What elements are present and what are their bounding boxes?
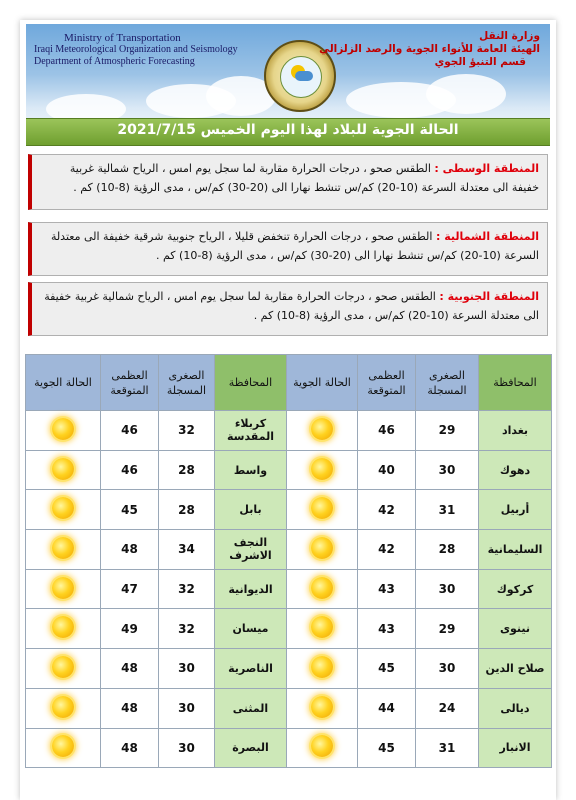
page-title: الحالة الجوية للبلاد لهذا اليوم الخميس 2021/7/15 (117, 122, 459, 138)
province-cell-left: البصرة (215, 728, 287, 768)
weather-cell-left (26, 609, 101, 649)
sun-icon (52, 537, 74, 559)
weather-cell-right (287, 411, 358, 451)
sun-icon (52, 497, 74, 519)
province-cell-right: دهوك (479, 450, 552, 490)
sun-icon (311, 656, 333, 678)
header-province-right: المحافظة (479, 355, 552, 411)
region-north-text: الطقس صحو ، درجات الحرارة تنخفض قليلا ، الرياح جنوبية شرقية خفيفة الى معتدلة السرعة (10-20) كم/س تنشط نهارا الى (20-30) كم/س ، مدى الرؤية (8-10) كم . (50, 230, 539, 262)
max-cell-right: 45 (358, 649, 416, 689)
sun-icon (311, 537, 333, 559)
max-cell-left: 47 (101, 569, 159, 609)
weather-cell-right (287, 569, 358, 609)
max-cell-right: 43 (358, 569, 416, 609)
province-cell-right: السليمانية (479, 530, 552, 570)
weather-cell-left (26, 530, 101, 570)
max-cell-right: 46 (358, 411, 416, 451)
sun-icon (311, 735, 333, 757)
table-row (26, 649, 552, 689)
en-organization: Iraqi Meteorological Organization and Seismology (34, 44, 238, 55)
weather-cell-left (26, 649, 101, 689)
province-cell-right: أربيل (479, 490, 552, 530)
province-cell-right: ديالى (479, 688, 552, 728)
min-cell-right: 31 (416, 490, 479, 530)
max-cell-right: 43 (358, 609, 416, 649)
max-cell-left: 49 (101, 609, 159, 649)
weather-cell-left (26, 490, 101, 530)
header-weather-left: الحالة الجوية (26, 355, 101, 411)
table-row (26, 609, 552, 649)
min-cell-right: 29 (416, 411, 479, 451)
min-cell-left: 32 (159, 569, 215, 609)
weather-cell-left (26, 728, 101, 768)
min-cell-right: 30 (416, 649, 479, 689)
min-cell-left: 28 (159, 450, 215, 490)
min-cell-left: 32 (159, 411, 215, 451)
province-cell-left: الديوانية (215, 569, 287, 609)
province-cell-right: بغداد (479, 411, 552, 451)
sun-icon (311, 497, 333, 519)
sun-icon (311, 577, 333, 599)
region-central-name: المنطقة الوسطى : (434, 162, 539, 175)
table-row (26, 728, 552, 768)
ar-organization: الهيئة العامة للأنواء الجوية والرصد الزلزالي (319, 43, 540, 55)
region-south (28, 282, 548, 336)
table-row (26, 411, 552, 451)
max-cell-left: 48 (101, 688, 159, 728)
max-cell-left: 48 (101, 649, 159, 689)
region-south-name: المنطقة الجنوبية : (439, 290, 539, 303)
min-cell-right: 31 (416, 728, 479, 768)
province-cell-left: واسط (215, 450, 287, 490)
min-cell-left: 34 (159, 530, 215, 570)
sun-icon (311, 696, 333, 718)
province-cell-right: صلاح الدين (479, 649, 552, 689)
en-department: Department of Atmospheric Forecasting (34, 56, 195, 67)
region-central-text: الطقس صحو ، درجات الحرارة مقاربة لما سجل يوم امس ، الرياح شمالية غربية خفيفة الى معتدلة السرعة (10-20) كم/س تنشط نهارا الى (20-30) كم/س ، مدى الرؤية (8-10) كم . (69, 162, 539, 194)
weather-cell-right (287, 450, 358, 490)
min-cell-left: 32 (159, 609, 215, 649)
province-cell-left: كربلاء المقدسة (215, 411, 287, 451)
max-cell-left: 46 (101, 411, 159, 451)
header-max-left: العظمى المتوقعة (101, 355, 159, 411)
weather-cell-left (26, 450, 101, 490)
sun-icon (311, 418, 333, 440)
sun-icon (311, 616, 333, 638)
province-cell-left: الناصرية (215, 649, 287, 689)
sun-icon (52, 577, 74, 599)
table-row (26, 490, 552, 530)
region-north-name: المنطقة الشمالية : (435, 230, 539, 243)
province-cell-left: المثنى (215, 688, 287, 728)
arabic-header (319, 30, 540, 69)
sun-icon (52, 696, 74, 718)
header-min-left: الصغرى المسجلة (159, 355, 215, 411)
province-cell-left: ميسان (215, 609, 287, 649)
min-cell-left: 28 (159, 490, 215, 530)
region-south-text: الطقس صحو ، درجات الحرارة مقاربة لما سجل يوم امس ، الرياح شمالية غربية خفيفة الى معتدلة السرعة (10-20) كم/س ، مدى الرؤية (8-10) كم . (44, 290, 539, 322)
max-cell-right: 44 (358, 688, 416, 728)
province-cell-right: الانبار (479, 728, 552, 768)
min-cell-right: 29 (416, 609, 479, 649)
forecast-page (20, 20, 556, 800)
weather-cell-right (287, 649, 358, 689)
min-cell-left: 30 (159, 649, 215, 689)
max-cell-left: 48 (101, 728, 159, 768)
province-cell-right: كركوك (479, 569, 552, 609)
title-bar (26, 118, 550, 146)
max-cell-left: 48 (101, 530, 159, 570)
weather-cell-left (26, 688, 101, 728)
province-cell-left: النجف الاشرف (215, 530, 287, 570)
weather-cell-right (287, 530, 358, 570)
min-cell-right: 24 (416, 688, 479, 728)
table-row (26, 688, 552, 728)
english-header (34, 32, 238, 68)
min-cell-left: 30 (159, 688, 215, 728)
sun-icon (52, 656, 74, 678)
min-cell-right: 30 (416, 569, 479, 609)
table-row (26, 450, 552, 490)
ar-department: قسم التنبؤ الجوي (434, 56, 526, 68)
header-min-right: الصغرى المسجلة (416, 355, 479, 411)
weather-cell-left (26, 569, 101, 609)
max-cell-right: 40 (358, 450, 416, 490)
sun-icon (311, 458, 333, 480)
region-north (28, 222, 548, 276)
table-row (26, 569, 552, 609)
region-central (28, 154, 548, 210)
min-cell-right: 28 (416, 530, 479, 570)
ar-ministry: وزارة النقل (479, 30, 540, 42)
max-cell-right: 42 (358, 490, 416, 530)
max-cell-left: 46 (101, 450, 159, 490)
weather-cell-right (287, 609, 358, 649)
sun-icon (52, 735, 74, 757)
en-ministry: Ministry of Transportation (64, 32, 181, 44)
weather-cell-right (287, 728, 358, 768)
min-cell-right: 30 (416, 450, 479, 490)
weather-cell-right (287, 490, 358, 530)
max-cell-right: 42 (358, 530, 416, 570)
sun-icon (52, 458, 74, 480)
max-cell-right: 45 (358, 728, 416, 768)
table-row (26, 530, 552, 570)
header-max-right: العظمى المتوقعة (358, 355, 416, 411)
min-cell-left: 30 (159, 728, 215, 768)
sun-icon (52, 418, 74, 440)
province-cell-left: بابل (215, 490, 287, 530)
max-cell-left: 45 (101, 490, 159, 530)
header-province-left: المحافظة (215, 355, 287, 411)
forecast-table-body (26, 411, 552, 768)
weather-cell-right (287, 688, 358, 728)
forecast-table (25, 354, 552, 768)
header-weather-right: الحالة الجوية (287, 355, 358, 411)
province-cell-right: نينوى (479, 609, 552, 649)
sun-icon (52, 616, 74, 638)
weather-cell-left (26, 411, 101, 451)
